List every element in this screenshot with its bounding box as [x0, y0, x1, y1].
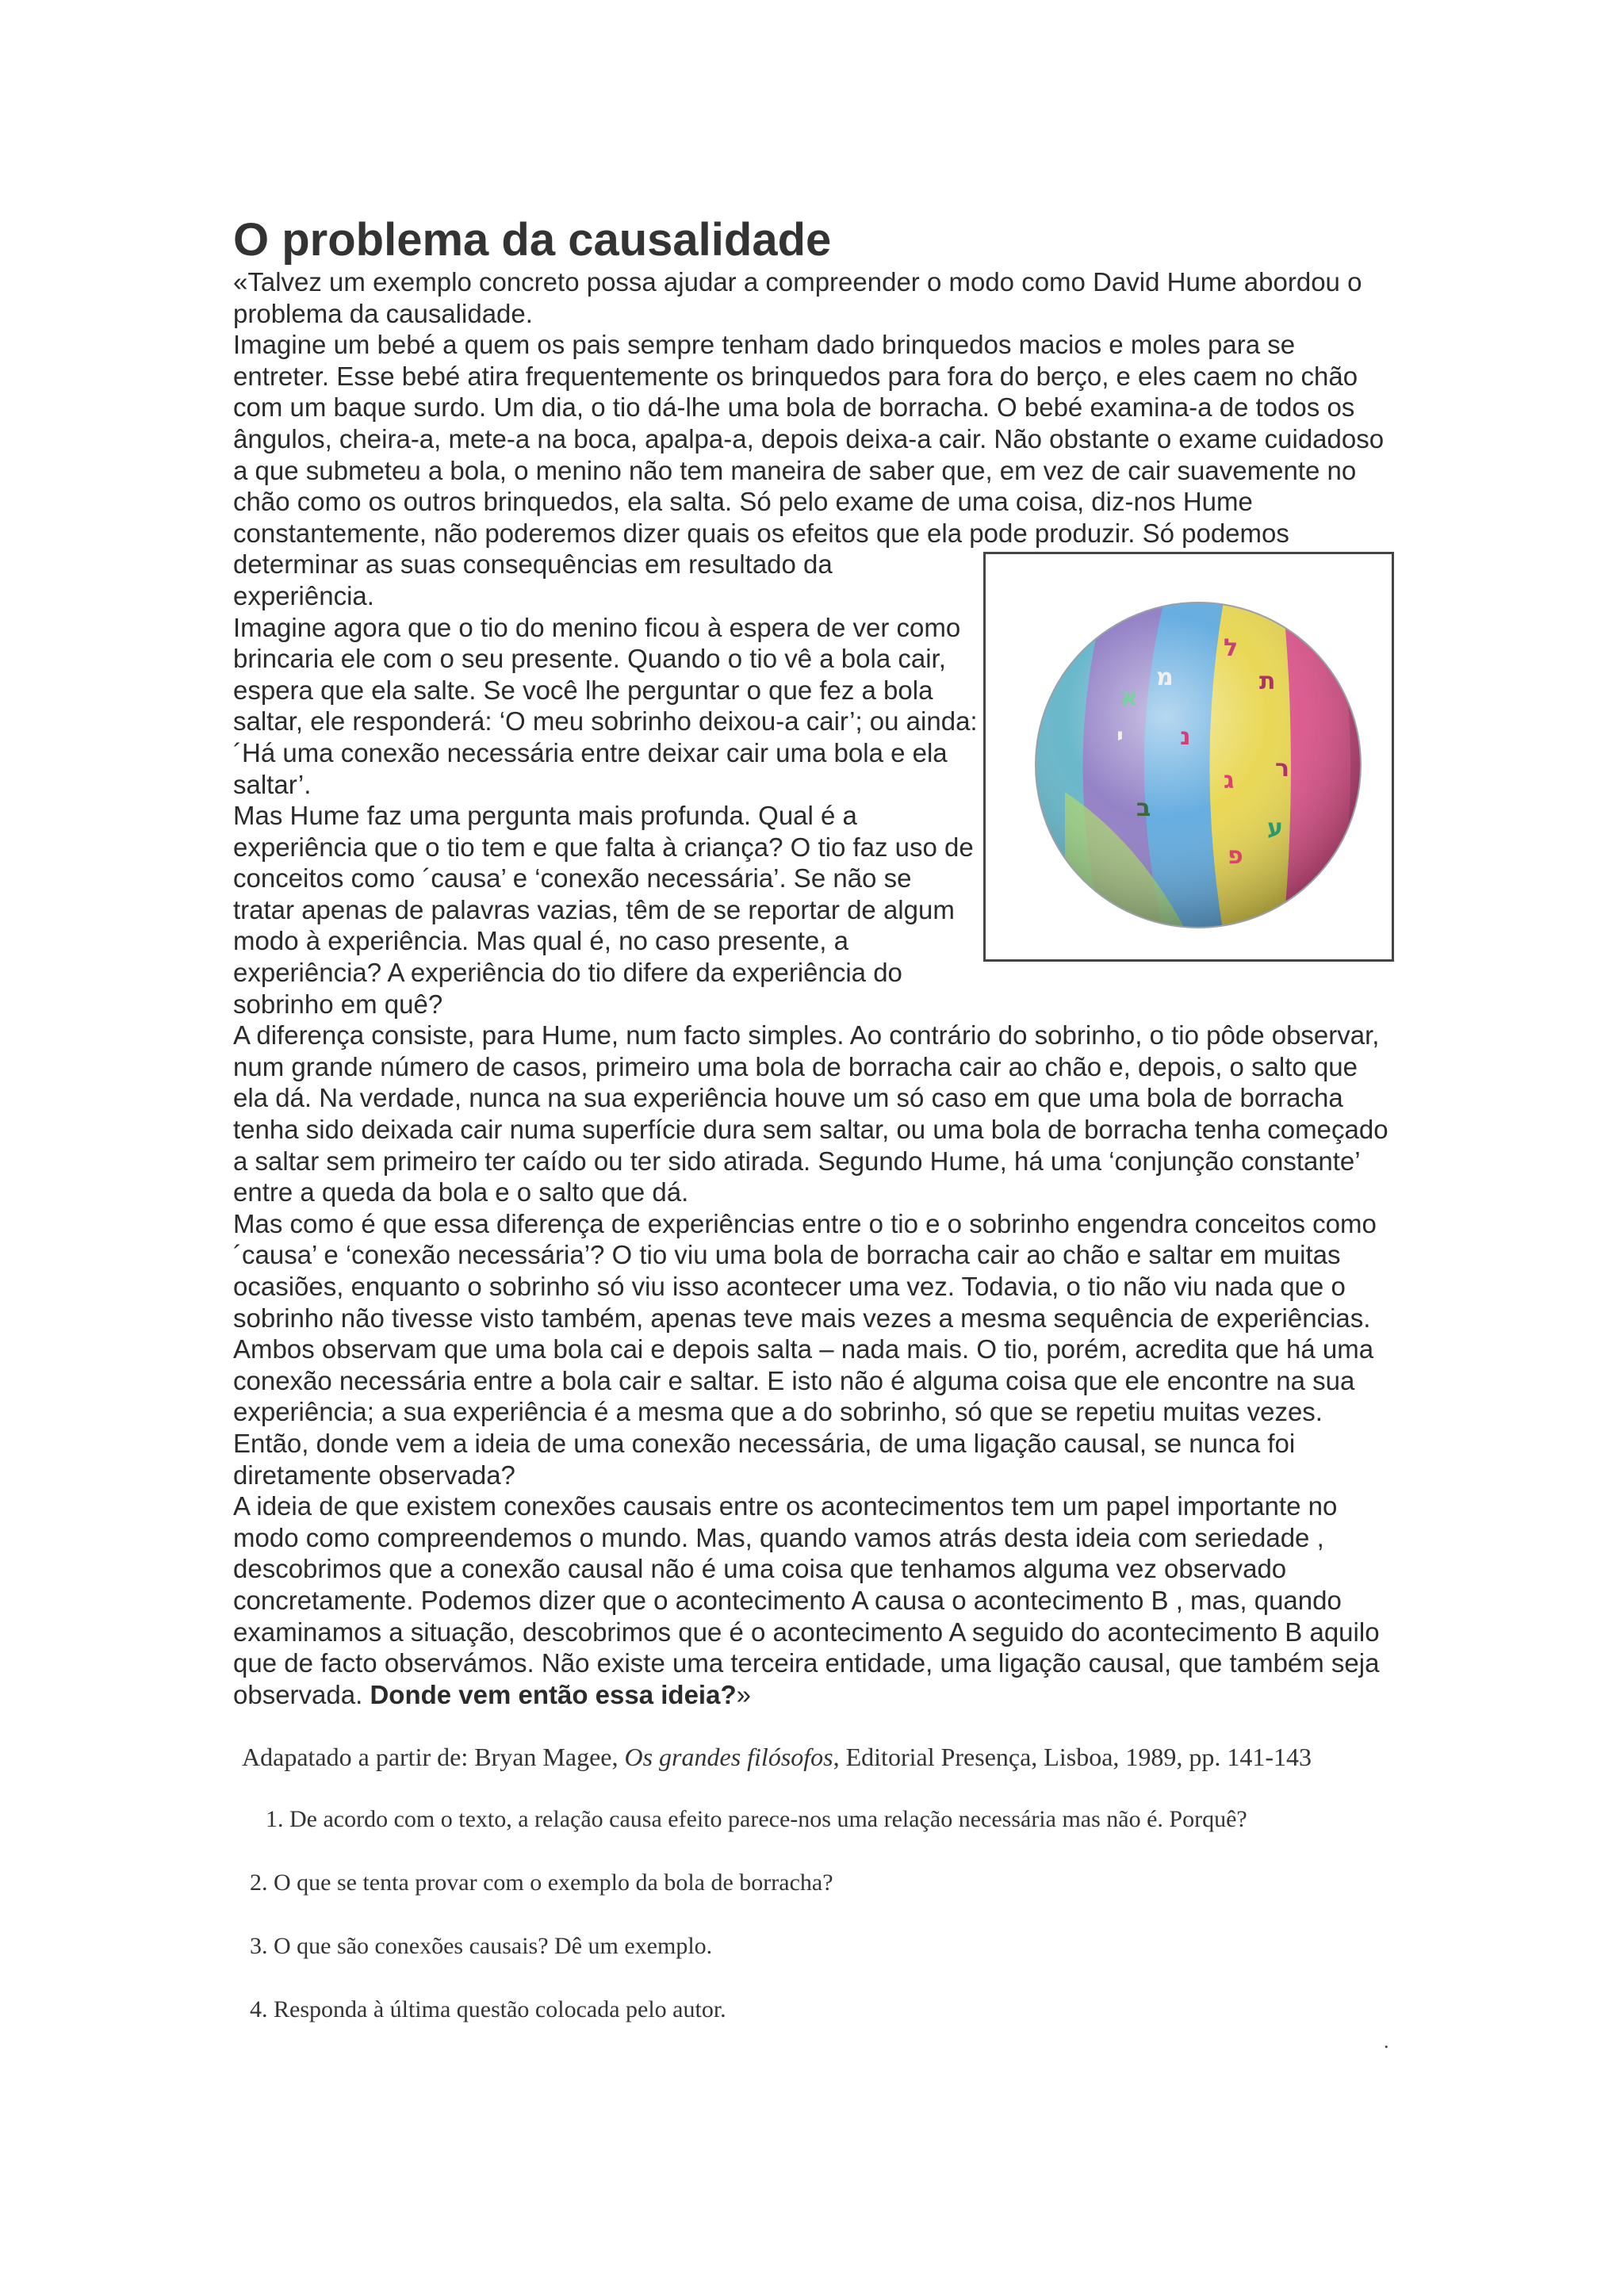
ball-letter: ת [1259, 668, 1276, 696]
final-question: Donde vem então essa ideia? [370, 1679, 737, 1709]
ball-shading [1036, 603, 1361, 928]
paragraph-difference: A diferença consiste, para Hume, num facto simples. Ao contrário do sobrinho, o tio pôde observar, num grande número de casos, primeiro uma bola de borracha cair ao chão e, depois, o salto que ela dá. Na verdade, nunca na sua experiência houve um só caso em que uma bola de borracha tenha sido deixada cair numa superfície dura sem saltar, ou uma bola de borracha tenha começado a saltar sem primeiro ter caído ou ter sido atirada. Segundo Hume, há uma ‘conjunção constante’ entre a queda da bola e o salto que dá. [233, 1020, 1388, 1207]
paragraph-baby-text: Imagine um bebé a quem os pais sempre tenham dado brinquedos macios e moles para se entreter. Esse bebé atira frequentemente os brinquedos para fora do berço, e eles caem no chão com um baque surdo. Um dia, o tio dá-lhe uma bola de borracha. O bebé examina-a de todos os ângulos, cheira-a, mete-a na boca, apalpa-a, depois deixa-a cair. Não obstante o exame cuidadoso a que submeteu a bola, o menino não tem maneira de saber que, em vez de cair suavemente no chão como os outros brinquedos, ela salta. Só pelo exame de uma coisa, diz-nos Hume constantemente, não poderemos dizer quais os efeitos que ela pode produzir. [233, 330, 1385, 548]
ball-letter: פ [1228, 842, 1243, 871]
paragraph-experience: Mas como é que essa diferença de experiências entre o tio e o sobrinho engendra conceitos como ´causa’ e ‘conexão necessária’? O tio viu uma bola de borracha cair ao chão e saltar em muitas ocasiões, enquanto o sobrinho só viu isso acontecer uma vez. Todavia, o tio não viu nada que o sobrinho não tivesse visto também, apenas teve mais vezes a mesma sequência de experiências. Ambos observam que uma bola cai e depois salta – nada mais. O tio, porém, acredita que há uma conexão necessária entre a bola cair e saltar. E isto não é alguma coisa que ele encontre na sua experiência; a sua experiência é a mesma que a do sobrinho, só que se repetiu muitas vezes. Então, donde vem a ideia de uma conexão necessária, de uma ligação causal, se nunca foi diretamente observada? [233, 1208, 1377, 1490]
question-2: 2. O que se tenta provar com o exemplo da bola de borracha? [250, 1869, 833, 1896]
ball-letter: ב [1136, 794, 1151, 823]
citation [242, 1743, 1400, 1772]
paragraph-conclusion-text: A ideia de que existem conexões causais entre os acontecimentos tem um papel importante no modo como compreendemos o mundo. Mas, quando vamos atrás desta ideia com seriedade , descobrimos que a conexão causal não é uma coisa que tenhamos alguma vez observado concretamente. Podemos dizer que o acontecimento A causa o acontecimento B , mas, quando examinamos a situação, descobrimos que é o acontecimento A seguido do acontecimento B aquilo que de facto observámos. Não existe uma terceira entidade, uma ligação causal, que também seja observada. [233, 1491, 1380, 1709]
paragraph-intro: «Talvez um exemplo concreto possa ajudar a compreender o modo como David Hume abordou o problema da causalidade. [233, 267, 1362, 328]
article [233, 214, 1394, 1710]
citation-suffix: , Editorial Presença, Lisboa, 1989, pp. 141-143 [833, 1743, 1312, 1771]
ball-figure [983, 552, 1394, 962]
ball-letter: י [1116, 723, 1124, 752]
citation-prefix: Adapatado a partir de: Bryan Magee, [242, 1743, 625, 1771]
paragraph-conclusion [233, 1490, 1394, 1710]
paragraph-baby-end: Só podemos determinar as suas consequências em resultado da experiência. [233, 518, 1289, 610]
ball-letter: נ [1180, 723, 1191, 752]
beach-ball-image [986, 554, 1392, 959]
ball-letter: ג [1224, 767, 1235, 795]
closing-quote: » [736, 1679, 751, 1709]
ball-letter: א [1120, 683, 1138, 712]
question-3: 3. O que são conexões causais? Dê um exemplo. [250, 1933, 713, 1959]
ball-letter: ל [1224, 634, 1239, 663]
question-1: 1. De acordo com o texto, a relação causa efeito parece-nos uma relação necessária mas não é. Porquê? [266, 1806, 1247, 1832]
citation-book: Os grandes filósofos [624, 1743, 833, 1771]
paragraph-uncle: Imagine agora que o tio do menino ficou à espera de ver como brincaria ele com o seu presente. Quando o tio vê a bola cair, espera que ela salte. Se você lhe perguntar o que fez a bola saltar, ele responderá: ‘O meu sobrinho deixou-a cair’; ou ainda: ´Há uma conexão necessária entre deixar cair uma bola e ela saltar’. [233, 612, 978, 799]
ball-letter: מ [1156, 664, 1174, 692]
ball-letter: ע [1267, 814, 1283, 843]
end-mark: . [1384, 2030, 1389, 2053]
paragraph-hume-question: Mas Hume faz uma pergunta mais profunda. Qual é a experiência que o tio tem e que falta à criança? O tio faz uso de conceitos como ´causa’ e ‘conexão necessária’. Se não se tratar apenas de palavras vazias, têm de se reportar de algum modo à experiência. Mas qual é, no caso presente, a experiência? A experiência do tio difere da experiência do sobrinho em quê? [233, 801, 974, 1019]
ball-panels [1017, 586, 1382, 951]
ball-letter: ר [1275, 755, 1290, 783]
page-title: O problema da causalidade [233, 214, 832, 266]
question-4: 4. Responda à última questão colocada pelo autor. [250, 1996, 726, 2022]
